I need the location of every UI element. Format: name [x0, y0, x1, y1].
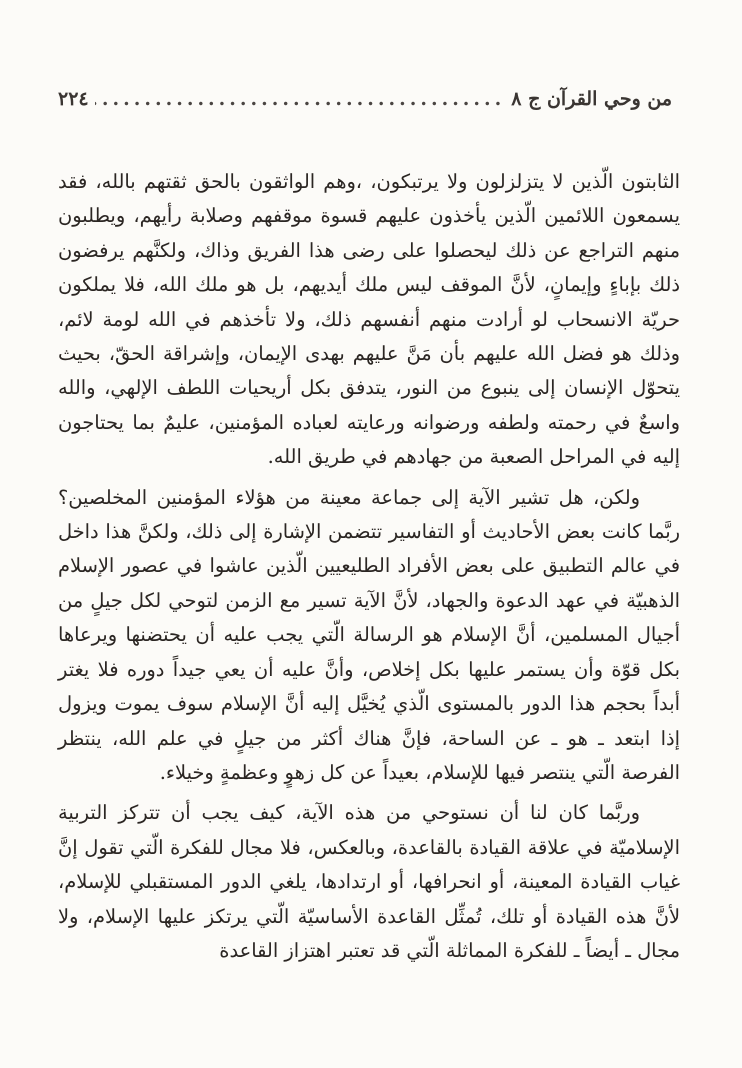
- paragraph-2: ولكن، هل تشير الآية إلى جماعة معينة من هؤلاء المؤمنين المخلصين؟ ربَّما كانت بعض الأحاديث أو التفاسير تتضمن الإشارة إلى ذلك، ولكنَّ هذا داخل في عالم التطبيق على بعض الأفراد الطليعيين الّذين عاشوا في عصور الإسلام الذهبيّة في عهد الدعوة والجهاد، لأنَّ الآية تسير مع الزمن لتوحي لكل جيلٍ من أجيال المسلمين، أنَّ الإسلام هو الرسالة الّتي يجب عليه أن يحتضنها ويرعاها بكل قوّة وأن يستمر عليها بكل إخلاص، وأنَّ عليه أن يعي جيداً دوره فلا يغتر أبداً بحجم هذا الدور بالمستوى الّذي يُخيَّل إليه أنَّ الإسلام سوف يموت ويزول إذا ابتعد ـ هو ـ عن الساحة، فإنَّ هناك أكثر من جيلٍ في علم الله، ينتظر الفرصة الّتي ينتصر فيها للإسلام، بعيداً عن كل زهوٍ وعظمةٍ وخيلاء.: [58, 485, 680, 784]
- leader-dots: [95, 88, 506, 110]
- paragraph-1: الثابتون الّذين لا يتزلزلون ولا يرتبكون، ،وهم الواثقون بالحق ثقتهم بالله، فقد يسمعون اللائمين الّذين يأخذون عليهم قسوة موقفهم وصلابة رأيهم، ويطلبون منهم التراجع عن ذلك ليحصلوا على رضى هذا الفريق وذاك، ولكنَّهم يرفضون ذلك بإباءٍ وإيمانٍ، لأنَّ الموقف ليس ملك أيديهم، بل هو ملك الله، فلا يملكون حريّة الانسحاب لو أرادت منهم أنفسهم ذلك، ولا تأخذهم في الله لومة لائم، وذلك هو فضل الله عليهم بأن مَنَّ عليهم بهدى الإيمان، وإشراقة الحقّ، بحيث يتحوّل الإنسان إلى ينبوع من النور، يتدفق بكل أريحيات اللطف الإلهي، والله واسعٌ في رحمته ولطفه ورضوانه ورعايته لعباده المؤمنين، عليمٌ بما يحتاجون إليه في المراحل الصعبة من جهادهم في طريق الله.: [58, 170, 680, 469]
- book-title: من وحي القرآن ج ٨: [511, 88, 672, 110]
- running-header: [58, 88, 672, 128]
- paragraph-3: وربَّما كان لنا أن نستوحي من هذه الآية، كيف يجب أن تتركز التربية الإسلاميّة في علاقة القيادة بالقاعدة، وبالعكس، فلا مجال للفكرة الّتي تقول إنَّ غياب القيادة المعينة، أو انحرافها، أو ارتدادها، يلغي الدور المستقبلي للإسلام، لأنَّ هذه القيادة أو تلك، تُمثِّل القاعدة الأساسيّة الّتي يرتكز عليها الإسلام، ولا مجال ـ أيضاً ـ للفكرة المماثلة الّتي قد تعتبر اهتزاز القاعدة: [58, 801, 680, 962]
- page-number: ٢٢٤: [58, 88, 89, 110]
- page-body: [58, 165, 680, 968]
